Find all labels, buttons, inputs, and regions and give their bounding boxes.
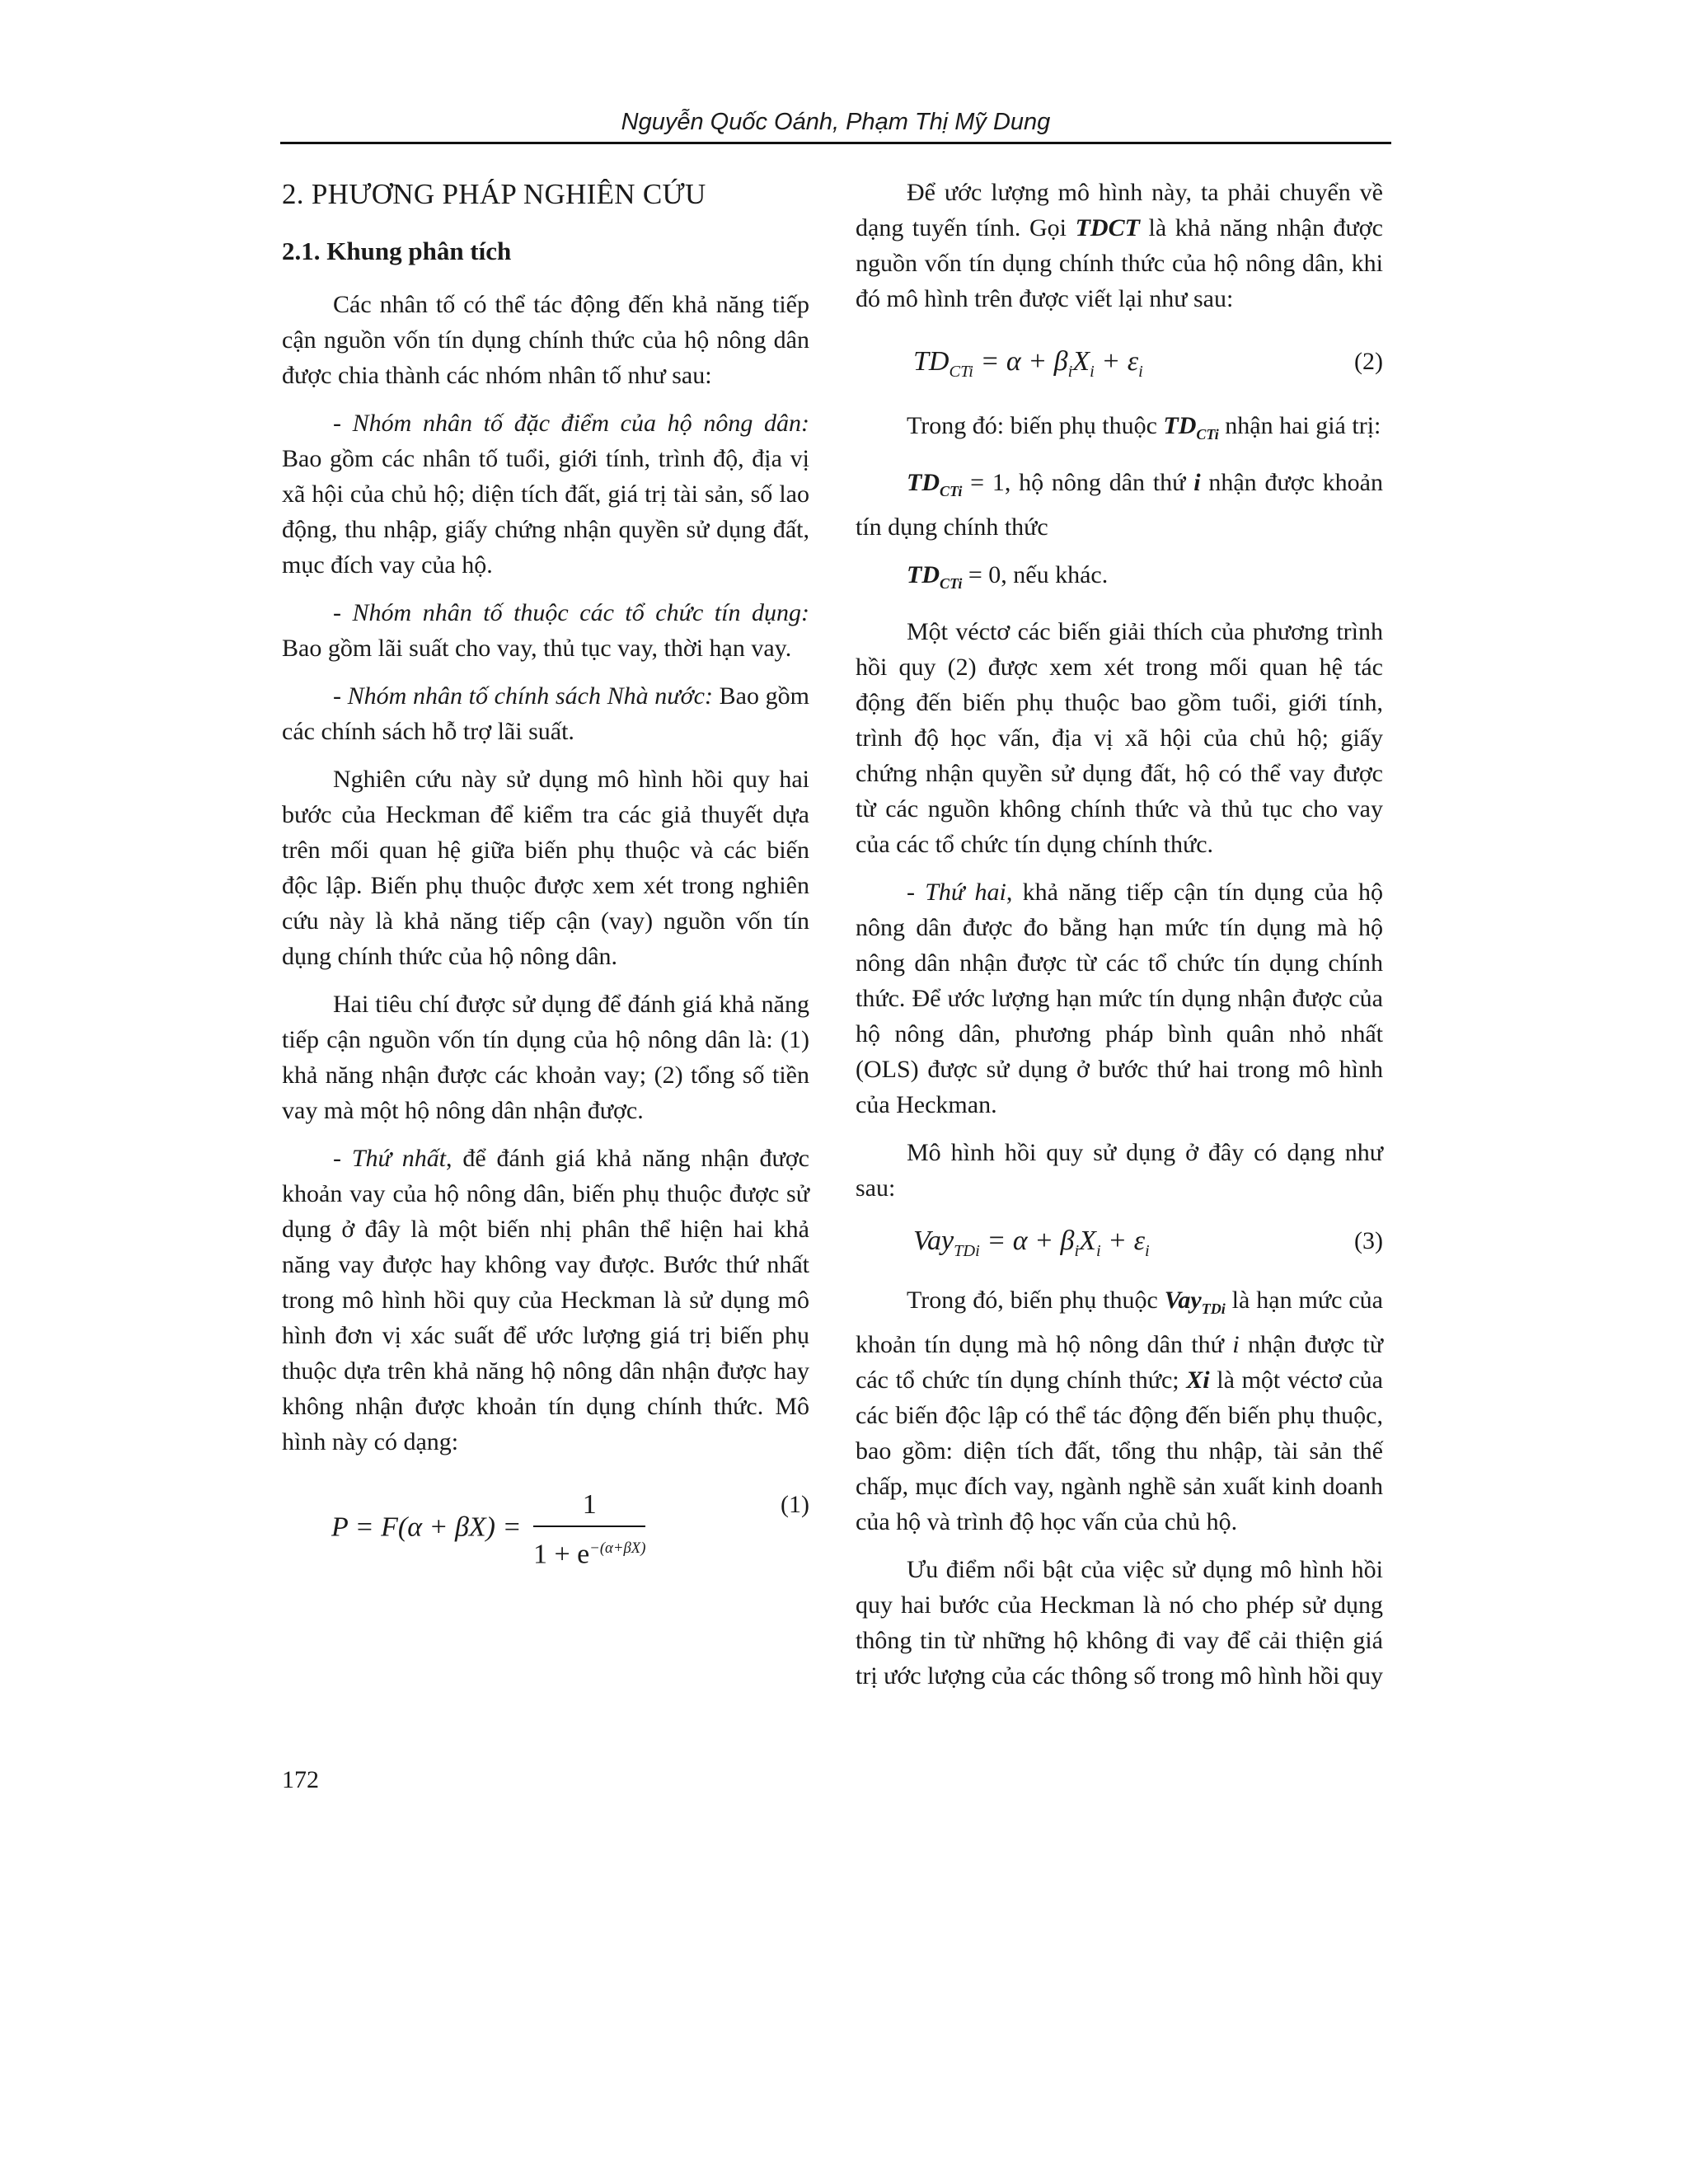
equation-number: (1) (781, 1491, 809, 1518)
section-title: 2. PHƯƠNG PHÁP NGHIÊN CỨU (282, 178, 706, 210)
fraction-numerator: 1 (533, 1487, 645, 1527)
paragraph (282, 595, 809, 666)
paragraph: Mô hình hồi quy sử dụng ở đây có dạng như sau: (856, 1139, 1383, 1202)
equation-1 (282, 1472, 809, 1570)
paragraph: Hai tiêu chí được sử dụng để đánh giá khả năng tiếp cận nguồn vốn tín dụng của hộ nông dân là: (1) khả năng nhận được các khoản vay; (2) tổng số tiền vay mà một hộ nông dân nhận được. (282, 991, 809, 1124)
equation-2: $TD_{CTi} = \alpha + \beta_iX_i + \varepsilon_i$ (2) (856, 329, 1383, 398)
equation-lhs: P = F(α + βX) = (331, 1511, 522, 1543)
running-header: Nguyễn Quốc Oánh, Phạm Thị Mỹ Dung (280, 102, 1391, 144)
paragraph: Trong đó: biến phụ thuộc $TD_{CTi}$ nhận hai giá trị: (907, 412, 1381, 443)
group-lead: - Nhóm nhân tố thuộc các tổ chức tín dụng: (333, 599, 809, 626)
paragraph: Nghiên cứu này sử dụng mô hình hồi quy hai bước của Heckman để kiểm tra các giả thuyết dựa trên mối quan hệ giữa biến phụ thuộc và các biến độc lập. Biến phụ thuộc được xem xét trong nghiên cứu này là khả năng tiếp cận (vay) nguồn vốn tín dụng chính thức của hộ nông dân. (282, 766, 809, 970)
group-lead: - Nhóm nhân tố chính sách Nhà nước: (333, 682, 713, 710)
left-column (282, 175, 809, 1570)
fraction (533, 1487, 645, 1572)
lead-term: Thứ hai (925, 879, 1006, 906)
paragraph: - Thứ nhất, để đánh giá khả năng nhận được khoản vay của hộ nông dân, biến phụ thuộc được sử dụng ở đây là một biến nhị phân thể hiện hai khả năng vay được hay không vay được. Bước thứ nhất trong mô hình hồi quy của Heckman là sử dụng mô hình đơn vị xác suất để ước lượng giá trị biến phụ thuộc dựa trên khả năng hộ nông dân nhận được hay không nhận được khoản tín dụng chính thức. Mô hình này có dạng: (282, 1145, 809, 1455)
variable: Vay (1164, 1286, 1202, 1314)
page-number: 172 (282, 1766, 319, 1793)
lead-term: Thứ nhất (351, 1145, 447, 1172)
right-column (856, 175, 1383, 1706)
subsection-title: 2.1. Khung phân tích (282, 237, 512, 265)
variable: TD (907, 561, 940, 588)
paragraph: - Thứ hai, khả năng tiếp cận tín dụng của hộ nông dân được đo bằng hạn mức tín dụng mà hộ nông dân nhận được từ các tổ chức tín dụng chính thức. Để ước lượng hạn mức tín dụng nhận được của hộ nông dân, phương pháp bình quân nhỏ nhất (OLS) được sử dụng ở bước thứ hai trong mô hình của Heckman. (856, 879, 1383, 1118)
group-body: Bao gồm các nhân tố tuổi, giới tính, trình độ, địa vị xã hội của chủ hộ; diện tích đất, giá trị tài sản, số lao động, thu nhập, giấy chứng nhận quyền sử dụng đất, mục đích vay của hộ. (282, 445, 809, 579)
paragraph: Ưu điểm nổi bật của việc sử dụng mô hình hồi quy hai bước của Heckman là nó cho phép sử dụng thông tin từ những hộ không đi vay để cải thiện giá trị ước lượng của các thông số trong mô hình hồi quy (856, 1556, 1383, 1690)
group-body: Bao gồm lãi suất cho vay, thủ tục vay, thời hạn vay. (282, 635, 792, 662)
variable: TD (907, 469, 940, 496)
paragraph: Để ước lượng mô hình này, ta phải chuyển về dạng tuyến tính. Gọi TDCT là khả năng nhận được nguồn vốn tín dụng chính thức của hộ nông dân, khi đó mô hình trên được viết lại như sau: (856, 179, 1383, 312)
equation-number: (2) (1354, 348, 1383, 375)
equation-3: $Vay_{TDi} = \alpha + \beta_iX_i + \varepsilon_i$ (3) (856, 1218, 1383, 1272)
paragraph: Các nhân tố có thể tác động đến khả năng tiếp cận nguồn vốn tín dụng chính thức của hộ nông dân được chia thành các nhóm nhân tố như sau: (282, 291, 809, 389)
paragraph (282, 405, 809, 583)
paragraph (282, 678, 809, 749)
paragraph: Một véctơ các biến giải thích của phương trình hồi quy (2) được xem xét trong mối quan hệ tác động đến biến phụ thuộc bao gồm tuổi, giới tính, trình độ học vấn, địa vị xã hội của chủ hộ; giấy chứng nhận quyền sử dụng đất, hộ có thể vay được từ các nguồn không chính thức và thủ tục cho vay của các tổ chức tín dụng chính thức. (856, 618, 1383, 858)
paragraph: $TD_{CTi} = 1$, hộ nông dân thứ i nhận được khoản tín dụng chính thức (856, 469, 1383, 541)
group-lead: - Nhóm nhân tố đặc điểm của hộ nông dân: (333, 410, 809, 437)
group-body: Bao gồm các chính sách hỗ trợ lãi suất. (282, 682, 809, 745)
variable: TDCT (1075, 214, 1140, 241)
paragraph: $TD_{CTi} = 0$, nếu khác. (907, 561, 1109, 592)
fraction-denominator: $1 + e^{-(\alpha+\beta X)}$ (532, 1539, 646, 1570)
equation-number: (3) (1354, 1227, 1383, 1254)
paragraph: Trong đó, biến phụ thuộc Vay$_{TDi}$ là hạn mức của khoản tín dụng mà hộ nông dân thứ i nhận được từ các tổ chức tín dụng chính thức; Xi là một véctơ của các biến độc lập có thể tác động đến biến phụ thuộc, bao gồm: diện tích đất, tổng thu nhập, tài sản thế chấp, mục đích vay, ngành nghề sản xuất kinh doanh của hộ và trình độ học vấn của chủ hộ. (856, 1286, 1383, 1535)
variable: TD (1163, 412, 1197, 439)
